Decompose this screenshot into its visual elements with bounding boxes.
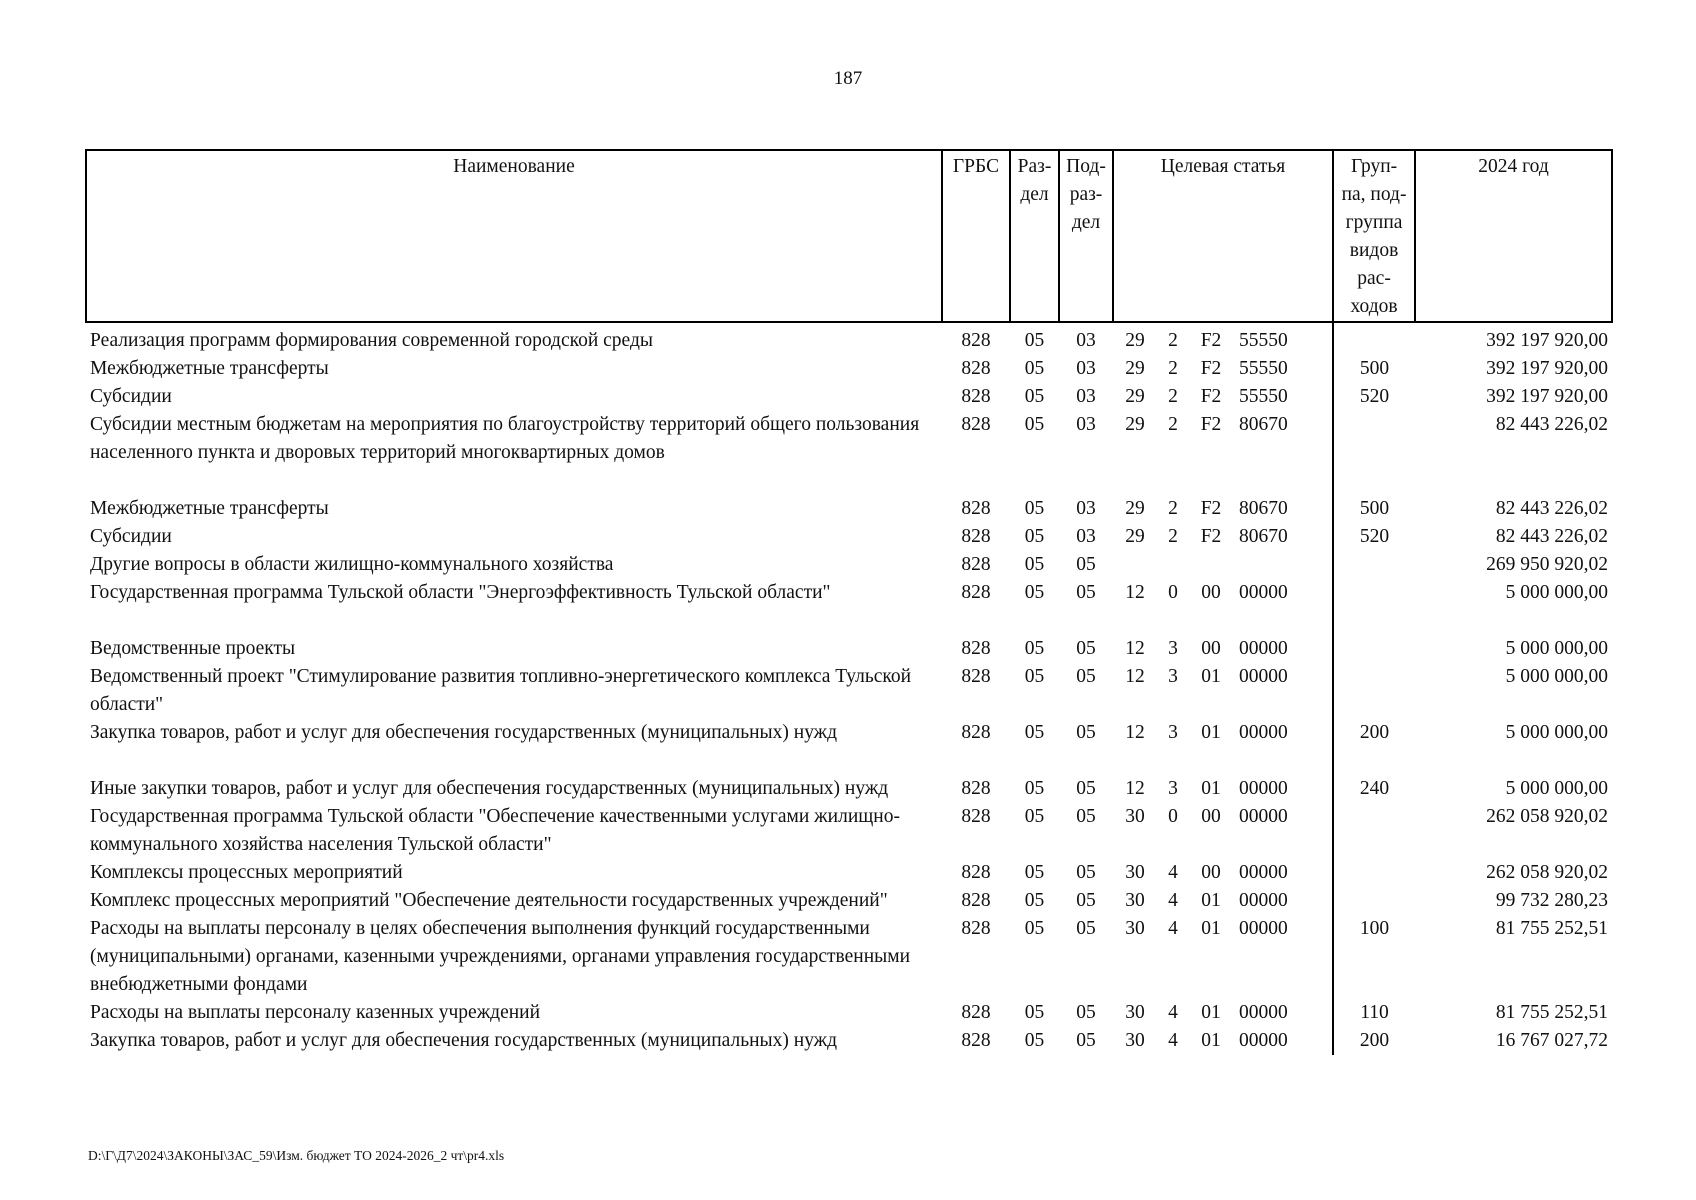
- row-amount: 82 443 226,02: [1495, 498, 1609, 519]
- row-target-direction: 55550: [1239, 330, 1288, 351]
- table-body: [86, 322, 1612, 1055]
- row-target-direction: 00000: [1239, 862, 1288, 883]
- row-amount: 392 197 920,00: [1486, 358, 1609, 379]
- header-grbs: ГРБС: [942, 150, 1010, 322]
- row-target-subprogram: 2: [1168, 358, 1178, 379]
- row-podrazdel: 05: [1076, 582, 1096, 603]
- row-target-program: 30: [1125, 806, 1145, 827]
- row-target-program: 29: [1125, 358, 1145, 379]
- row-expense-group: 100: [1359, 918, 1390, 939]
- row-target-subprogram: [1157, 551, 1189, 579]
- row-target-direction: 00000: [1239, 890, 1288, 911]
- row-target-program: 30: [1125, 1030, 1145, 1051]
- row-podrazdel: 05: [1076, 1030, 1096, 1051]
- row-amount: 5 000 000,00: [1505, 722, 1609, 743]
- row-grbs: 828: [961, 1002, 991, 1023]
- row-target-subprogram: 4: [1168, 890, 1178, 911]
- row-target-element: F2: [1200, 414, 1222, 435]
- table-row: [86, 775, 1612, 803]
- row-expense-group: 500: [1359, 358, 1390, 379]
- footer-file-path: D:\Г\Д7\2024\ЗАКОНЫ\ЗАС_59\Изм. бюджет ТО 2024-2026_2 чт\pr4.xls: [88, 1148, 505, 1163]
- table-row: [86, 803, 1612, 859]
- row-expense-group: [1333, 411, 1415, 495]
- row-podrazdel: 05: [1076, 778, 1096, 799]
- row-podrazdel: 03: [1076, 358, 1096, 379]
- row-expense-group: [1333, 859, 1415, 887]
- header-amount-2024: 2024 год: [1415, 150, 1612, 322]
- row-razdel: 05: [1024, 1002, 1045, 1023]
- row-podrazdel: 05: [1076, 638, 1096, 659]
- row-target-element: 00: [1201, 862, 1221, 883]
- row-target-element: F2: [1200, 358, 1222, 379]
- row-expense-group: [1333, 887, 1415, 915]
- table-row: [86, 523, 1612, 551]
- row-name: Расходы на выплаты персоналу в целях обеспечения выполнения функций государственными (муниципальными) органами, казенными учреждениями, органами управления государственными внебюджетными фондами: [90, 918, 911, 995]
- row-target-direction: 80670: [1239, 414, 1288, 435]
- row-grbs: 828: [961, 414, 991, 435]
- table-row: [86, 551, 1612, 579]
- table-header: [86, 150, 1612, 322]
- row-target-element: 01: [1201, 1030, 1221, 1051]
- row-amount: 5 000 000,00: [1505, 582, 1609, 603]
- row-expense-group: 110: [1360, 1002, 1389, 1023]
- row-grbs: 828: [961, 638, 991, 659]
- row-grbs: 828: [961, 498, 991, 519]
- table-row: [86, 579, 1612, 635]
- row-target-subprogram: 2: [1168, 498, 1178, 519]
- table-row: [86, 915, 1612, 999]
- row-target-direction: [1233, 551, 1329, 579]
- header-razdel: Раз- дел: [1010, 150, 1059, 322]
- row-expense-group: 520: [1359, 386, 1390, 407]
- row-razdel: 05: [1024, 1030, 1045, 1051]
- page-number: 187: [833, 68, 863, 89]
- row-name: Реализация программ формирования современной городской среды: [90, 330, 653, 351]
- row-name: Субсидии: [90, 526, 172, 547]
- row-amount: 392 197 920,00: [1486, 330, 1609, 351]
- table-row: [86, 887, 1612, 915]
- row-target-program: 12: [1125, 638, 1145, 659]
- table-row: [86, 1027, 1612, 1055]
- row-name: Межбюджетные трансферты: [90, 358, 329, 379]
- row-expense-group: 200: [1359, 722, 1390, 743]
- row-target-program: 30: [1125, 862, 1145, 883]
- row-name: Государственная программа Тульской области "Энергоэффективность Тульской области": [90, 582, 831, 603]
- header-podrazdel: Под- раз- дел: [1059, 150, 1113, 322]
- row-target-direction: 00000: [1239, 582, 1288, 603]
- row-grbs: 828: [961, 806, 991, 827]
- row-target-subprogram: 2: [1168, 526, 1178, 547]
- row-podrazdel: 05: [1076, 918, 1096, 939]
- row-target-program: 12: [1125, 778, 1145, 799]
- row-target-element: 01: [1201, 1002, 1221, 1023]
- row-podrazdel: 05: [1076, 862, 1096, 883]
- row-podrazdel: 05: [1076, 666, 1096, 687]
- row-razdel: 05: [1024, 666, 1045, 687]
- row-target-direction: 00000: [1239, 778, 1288, 799]
- row-name: Комплексы процессных мероприятий: [90, 862, 403, 883]
- row-target-element: 01: [1201, 666, 1221, 687]
- row-target-program: 29: [1125, 414, 1145, 435]
- row-target-subprogram: 3: [1168, 778, 1178, 799]
- row-name: Другие вопросы в области жилищно-коммунального хозяйства: [90, 554, 614, 575]
- row-target-subprogram: 0: [1168, 582, 1178, 603]
- row-podrazdel: 03: [1076, 330, 1096, 351]
- row-name: Иные закупки товаров, работ и услуг для обеспечения государственных (муниципальных) нужд: [90, 778, 889, 799]
- row-expense-group: [1333, 579, 1415, 635]
- row-target-element: F2: [1200, 386, 1222, 407]
- row-razdel: 05: [1024, 778, 1045, 799]
- row-amount: 5 000 000,00: [1505, 666, 1609, 687]
- row-target-direction: 00000: [1239, 666, 1288, 687]
- row-target-direction: 00000: [1239, 806, 1288, 827]
- row-grbs: 828: [961, 666, 991, 687]
- table-row: [86, 635, 1612, 663]
- row-amount: 392 197 920,00: [1486, 386, 1609, 407]
- row-razdel: 05: [1024, 862, 1045, 883]
- row-grbs: 828: [961, 1030, 991, 1051]
- row-target-subprogram: 4: [1168, 918, 1178, 939]
- row-name: Комплекс процессных мероприятий "Обеспечение деятельности государственных учреждений": [90, 890, 888, 911]
- row-target-program: 29: [1125, 330, 1145, 351]
- row-name: Закупка товаров, работ и услуг для обеспечения государственных (муниципальных) нужд: [90, 722, 838, 743]
- row-expense-group: 240: [1359, 778, 1390, 799]
- header-name: Наименование: [86, 150, 942, 322]
- row-razdel: 05: [1024, 638, 1045, 659]
- row-podrazdel: 05: [1076, 554, 1096, 575]
- row-target-subprogram: 2: [1168, 386, 1178, 407]
- table-row: [86, 411, 1612, 495]
- row-target-direction: 80670: [1239, 526, 1288, 547]
- row-name: Расходы на выплаты персоналу казенных учреждений: [90, 1002, 541, 1023]
- row-podrazdel: 05: [1076, 890, 1096, 911]
- row-name: Субсидии: [90, 386, 172, 407]
- row-podrazdel: 05: [1076, 806, 1096, 827]
- row-target-direction: 00000: [1239, 638, 1288, 659]
- row-name: Субсидии местным бюджетам на мероприятия по благоустройству территорий общего пользования населенного пункта и дворовых территорий многоквартирных домов: [90, 414, 920, 463]
- row-razdel: 05: [1024, 918, 1045, 939]
- row-target-direction: 80670: [1239, 498, 1288, 519]
- row-razdel: 05: [1024, 330, 1045, 351]
- table-row: [86, 663, 1612, 719]
- row-expense-group: [1333, 803, 1415, 859]
- budget-table: [85, 149, 1613, 1055]
- row-amount: 5 000 000,00: [1505, 778, 1609, 799]
- row-razdel: 05: [1024, 554, 1045, 575]
- row-target-element: 01: [1201, 778, 1221, 799]
- table-row: [86, 719, 1612, 775]
- row-expense-group: [1333, 663, 1415, 719]
- row-podrazdel: 03: [1076, 526, 1096, 547]
- row-target-element: 00: [1201, 582, 1221, 603]
- row-expense-group: 520: [1359, 526, 1390, 547]
- row-razdel: 05: [1024, 386, 1045, 407]
- row-target-subprogram: 3: [1168, 722, 1178, 743]
- row-target-element: F2: [1200, 330, 1222, 351]
- row-target-program: 30: [1125, 890, 1145, 911]
- table-row: [86, 495, 1612, 523]
- row-razdel: 05: [1024, 414, 1045, 435]
- row-target-direction: 00000: [1239, 918, 1288, 939]
- row-target-program: [1113, 551, 1157, 579]
- row-target-program: 29: [1125, 526, 1145, 547]
- row-razdel: 05: [1024, 526, 1045, 547]
- row-expense-group: [1333, 551, 1415, 579]
- row-target-subprogram: 0: [1168, 806, 1178, 827]
- row-grbs: 828: [961, 358, 991, 379]
- row-expense-group: 200: [1359, 1030, 1390, 1051]
- row-target-program: 12: [1125, 666, 1145, 687]
- row-podrazdel: 03: [1076, 414, 1096, 435]
- row-name: Ведомственный проект "Стимулирование развития топливно-энергетического комплекса Тульской области": [90, 666, 912, 715]
- row-target-program: 29: [1125, 498, 1145, 519]
- row-expense-group: [1333, 322, 1415, 355]
- row-amount: 262 058 920,02: [1486, 806, 1609, 827]
- header-expense-group: Груп- па, под- группа видов рас- ходов: [1333, 150, 1415, 322]
- row-target-element: [1189, 551, 1233, 579]
- row-grbs: 828: [961, 554, 991, 575]
- table-row: [86, 859, 1612, 887]
- row-name: Межбюджетные трансферты: [90, 498, 329, 519]
- row-grbs: 828: [961, 862, 991, 883]
- row-target-direction: 00000: [1239, 1002, 1288, 1023]
- row-grbs: 828: [961, 778, 991, 799]
- row-razdel: 05: [1024, 582, 1045, 603]
- row-target-element: 01: [1201, 890, 1221, 911]
- row-target-element: 01: [1201, 918, 1221, 939]
- row-target-program: 30: [1125, 1002, 1145, 1023]
- row-amount: 81 755 252,51: [1495, 918, 1609, 939]
- table-row: [86, 999, 1612, 1027]
- row-name: Государственная программа Тульской области "Обеспечение качественными услугами жилищно-коммунального хозяйства населения Тульской области": [90, 806, 900, 855]
- row-target-program: 29: [1125, 386, 1145, 407]
- row-podrazdel: 05: [1076, 1002, 1096, 1023]
- row-target-program: 12: [1125, 722, 1145, 743]
- row-amount: 82 443 226,02: [1495, 526, 1609, 547]
- row-target-subprogram: 2: [1168, 414, 1178, 435]
- row-target-direction: 00000: [1239, 1030, 1288, 1051]
- row-name: Закупка товаров, работ и услуг для обеспечения государственных (муниципальных) нужд: [90, 1030, 838, 1051]
- row-grbs: 828: [961, 526, 991, 547]
- table-row: [86, 322, 1612, 355]
- row-target-element: F2: [1200, 526, 1222, 547]
- row-name: Ведомственные проекты: [90, 638, 296, 659]
- row-amount: 16 767 027,72: [1495, 1030, 1609, 1051]
- row-amount: 5 000 000,00: [1505, 638, 1609, 659]
- row-target-subprogram: 3: [1168, 638, 1178, 659]
- row-target-subprogram: 2: [1168, 330, 1178, 351]
- row-podrazdel: 03: [1076, 498, 1096, 519]
- row-podrazdel: 05: [1076, 722, 1096, 743]
- row-grbs: 828: [961, 582, 991, 603]
- row-razdel: 05: [1024, 498, 1045, 519]
- row-razdel: 05: [1024, 806, 1045, 827]
- row-target-element: F2: [1200, 498, 1222, 519]
- row-target-direction: 55550: [1239, 358, 1288, 379]
- row-target-direction: 55550: [1239, 386, 1288, 407]
- row-expense-group: 500: [1359, 498, 1390, 519]
- row-target-direction: 00000: [1239, 722, 1288, 743]
- row-expense-group: [1333, 635, 1415, 663]
- row-grbs: 828: [961, 330, 991, 351]
- row-razdel: 05: [1024, 358, 1045, 379]
- table-row: [86, 383, 1612, 411]
- row-amount: 81 755 252,51: [1495, 1002, 1609, 1023]
- row-target-subprogram: 3: [1168, 666, 1178, 687]
- row-razdel: 05: [1024, 722, 1045, 743]
- row-amount: 99 732 280,23: [1495, 890, 1609, 911]
- row-target-element: 00: [1201, 638, 1221, 659]
- row-amount: 269 950 920,02: [1486, 554, 1609, 575]
- row-target-element: 01: [1201, 722, 1221, 743]
- row-target-program: 12: [1125, 582, 1145, 603]
- row-grbs: 828: [961, 918, 991, 939]
- row-podrazdel: 03: [1076, 386, 1096, 407]
- row-target-element: 00: [1201, 806, 1221, 827]
- row-target-subprogram: 4: [1168, 1002, 1178, 1023]
- row-target-program: 30: [1125, 918, 1145, 939]
- row-amount: 262 058 920,02: [1486, 862, 1609, 883]
- table-row: [86, 355, 1612, 383]
- row-grbs: 828: [961, 890, 991, 911]
- row-amount: 82 443 226,02: [1495, 414, 1609, 435]
- row-grbs: 828: [961, 386, 991, 407]
- row-razdel: 05: [1024, 890, 1045, 911]
- row-grbs: 828: [961, 722, 991, 743]
- row-target-subprogram: 4: [1168, 862, 1178, 883]
- row-target-subprogram: 4: [1168, 1030, 1178, 1051]
- header-target-article: Целевая статья: [1113, 150, 1333, 322]
